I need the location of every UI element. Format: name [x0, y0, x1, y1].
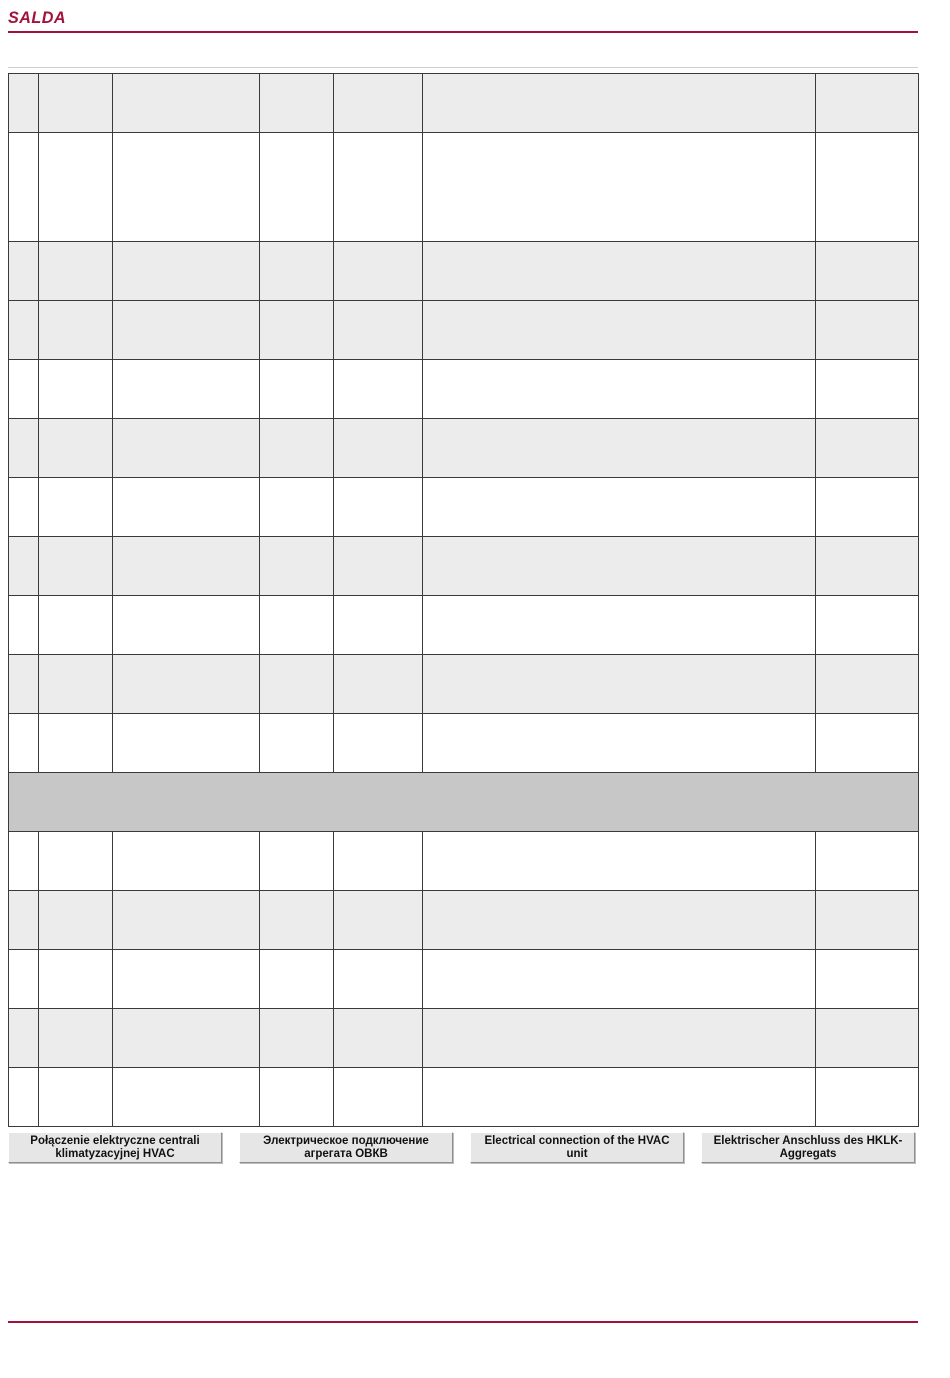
- table-cell: [423, 133, 816, 242]
- tab-polish[interactable]: [8, 1132, 222, 1163]
- table-cell: [9, 1009, 39, 1068]
- table-cell: [334, 242, 423, 301]
- connection-table: [8, 73, 919, 1127]
- table-cell: [39, 714, 113, 773]
- table-cell: [334, 301, 423, 360]
- table-cell: [113, 655, 260, 714]
- table-row: [9, 301, 919, 360]
- table-row: [9, 950, 919, 1009]
- table-cell: [260, 360, 334, 419]
- table-cell: [260, 891, 334, 950]
- table-cell: [423, 301, 816, 360]
- table-row: [9, 832, 919, 891]
- table-row: [9, 537, 919, 596]
- table-cell: [423, 74, 816, 133]
- table-cell: [9, 242, 39, 301]
- table-cell: [9, 950, 39, 1009]
- table-cell: [334, 537, 423, 596]
- table-cell: [113, 714, 260, 773]
- table-cell: [113, 832, 260, 891]
- tab-german[interactable]: [701, 1132, 915, 1163]
- table-row: [9, 714, 919, 773]
- table-row: [9, 1009, 919, 1068]
- table-cell: [260, 714, 334, 773]
- section-cell: [9, 773, 919, 832]
- table-cell: [260, 537, 334, 596]
- table-cell: [113, 950, 260, 1009]
- salda-logo: SALDA: [8, 8, 67, 27]
- table-cell: [39, 360, 113, 419]
- table-body: [9, 74, 919, 1127]
- table-cell: [39, 133, 113, 242]
- section-row: [9, 773, 919, 832]
- table-cell: [113, 1068, 260, 1127]
- table-cell: [334, 891, 423, 950]
- table-cell: [334, 419, 423, 478]
- table-cell: [423, 655, 816, 714]
- table-cell: [334, 655, 423, 714]
- table-row: [9, 596, 919, 655]
- language-tabs: [8, 1132, 918, 1165]
- table-cell: [816, 950, 919, 1009]
- table-cell: [423, 360, 816, 419]
- table-cell: [260, 596, 334, 655]
- table-cell: [260, 478, 334, 537]
- table-cell: [113, 419, 260, 478]
- table-cell: [9, 419, 39, 478]
- table-cell: [423, 891, 816, 950]
- table-cell: [39, 478, 113, 537]
- table-cell: [816, 1068, 919, 1127]
- tab-english[interactable]: [470, 1132, 684, 1163]
- table-cell: [113, 242, 260, 301]
- table-row: [9, 133, 919, 242]
- table-cell: [816, 714, 919, 773]
- table-cell: [423, 1068, 816, 1127]
- tab-polish-label: Połączenie elektryczne centrali klimatyzacyjnej HVAC: [30, 1134, 200, 1160]
- table-cell: [816, 655, 919, 714]
- table-cell: [816, 360, 919, 419]
- table-cell: [9, 832, 39, 891]
- table-row: [9, 891, 919, 950]
- table-cell: [9, 1068, 39, 1127]
- table-cell: [113, 537, 260, 596]
- table-cell: [260, 242, 334, 301]
- table-cell: [39, 242, 113, 301]
- table-cell: [39, 1068, 113, 1127]
- table-cell: [334, 714, 423, 773]
- table-cell: [113, 596, 260, 655]
- table-cell: [39, 596, 113, 655]
- table-cell: [423, 537, 816, 596]
- table-cell: [39, 655, 113, 714]
- table-cell: [260, 133, 334, 242]
- table-cell: [260, 950, 334, 1009]
- table-cell: [9, 478, 39, 537]
- footer-rule: [8, 1321, 918, 1323]
- tab-german-label: Elektrischer Anschluss des HKLK-Aggregats: [713, 1134, 903, 1160]
- table-cell: [816, 537, 919, 596]
- table-top-divider: [8, 67, 918, 68]
- table-cell: [113, 133, 260, 242]
- table-cell: [423, 832, 816, 891]
- table-cell: [816, 596, 919, 655]
- table-cell: [39, 419, 113, 478]
- table-cell: [260, 301, 334, 360]
- table-cell: [9, 655, 39, 714]
- table-cell: [39, 891, 113, 950]
- table-cell: [260, 419, 334, 478]
- table-cell: [260, 74, 334, 133]
- table-cell: [113, 478, 260, 537]
- table-cell: [9, 301, 39, 360]
- table-row: [9, 655, 919, 714]
- table-cell: [816, 478, 919, 537]
- table-cell: [334, 360, 423, 419]
- table-cell: [9, 133, 39, 242]
- table-cell: [423, 714, 816, 773]
- table-cell: [9, 596, 39, 655]
- table-cell: [816, 832, 919, 891]
- table-cell: [816, 891, 919, 950]
- table-row: [9, 360, 919, 419]
- tab-english-label: Electrical connection of the HVAC unit: [484, 1134, 670, 1160]
- header-rule: [8, 31, 918, 33]
- table-cell: [334, 1009, 423, 1068]
- table-row: [9, 1068, 919, 1127]
- table-cell: [334, 950, 423, 1009]
- table-cell: [816, 242, 919, 301]
- header-row: [9, 74, 919, 133]
- table-cell: [9, 74, 39, 133]
- table-cell: [113, 360, 260, 419]
- table-row: [9, 242, 919, 301]
- table-cell: [334, 478, 423, 537]
- table-cell: [9, 714, 39, 773]
- table-cell: [9, 537, 39, 596]
- table-cell: [423, 1009, 816, 1068]
- table-cell: [334, 596, 423, 655]
- table-cell: [39, 832, 113, 891]
- table-cell: [816, 419, 919, 478]
- table-cell: [113, 301, 260, 360]
- table-cell: [9, 891, 39, 950]
- table-cell: [423, 242, 816, 301]
- table-cell: [39, 537, 113, 596]
- table-cell: [816, 133, 919, 242]
- table-cell: [260, 655, 334, 714]
- table-cell: [816, 301, 919, 360]
- table-cell: [334, 133, 423, 242]
- table-cell: [816, 1009, 919, 1068]
- table-cell: [39, 301, 113, 360]
- table-row: [9, 419, 919, 478]
- table-cell: [423, 950, 816, 1009]
- table-cell: [423, 419, 816, 478]
- tab-russian-label: Электрическое подключение агрегата ОВКВ: [263, 1134, 429, 1160]
- table-cell: [39, 950, 113, 1009]
- table-cell: [423, 478, 816, 537]
- table-cell: [260, 1009, 334, 1068]
- table-row: [9, 478, 919, 537]
- table-cell: [816, 74, 919, 133]
- table-cell: [39, 74, 113, 133]
- table-cell: [113, 74, 260, 133]
- table-cell: [113, 1009, 260, 1068]
- table-cell: [39, 1009, 113, 1068]
- table-cell: [260, 1068, 334, 1127]
- table-cell: [423, 596, 816, 655]
- table-cell: [260, 832, 334, 891]
- table-cell: [9, 360, 39, 419]
- table-cell: [334, 832, 423, 891]
- table-cell: [113, 891, 260, 950]
- table-cell: [334, 1068, 423, 1127]
- tab-russian[interactable]: [239, 1132, 453, 1163]
- table-cell: [334, 74, 423, 133]
